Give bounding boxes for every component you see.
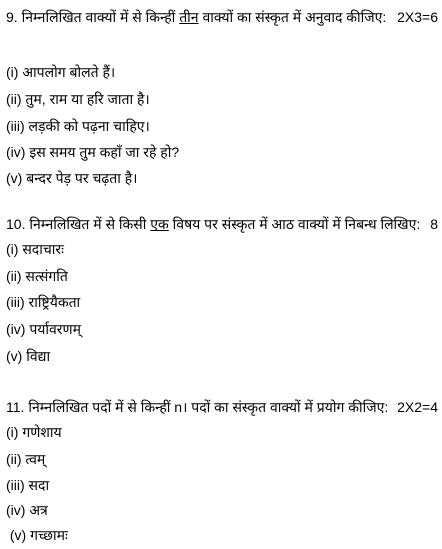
- question-9-item-1: (i) आपलोग बोलते हैं।: [6, 64, 116, 80]
- question-9-item-4: (iv) इस समय तुम कहाँ जा रहे हो?: [6, 144, 180, 160]
- question-10-item-2: (ii) सत्संगति: [6, 268, 68, 284]
- question-10-item-4: (iv) पर्यावरणम्: [6, 321, 82, 337]
- question-10-item-1: (i) सदाचारः: [6, 241, 64, 257]
- question-9-marks: 2X3=6: [397, 9, 438, 25]
- question-10-underlined-word: एक: [150, 216, 169, 232]
- question-11-item-3: (iii) सदा: [6, 477, 50, 493]
- question-9-item-3: (iii) लड़की को पढ़ना चाहिए।: [6, 118, 150, 134]
- question-11-heading: [6, 398, 438, 416]
- question-11-text: 11. निम्नलिखित पदों में से किन्हीं n। पदों का संस्कृत वाक्यों में प्रयोग कीजिए:: [6, 399, 389, 415]
- question-11-item-4: (iv) अत्र: [6, 502, 48, 518]
- question-11-item-1: (i) गणेशाय: [6, 424, 62, 440]
- question-10-item-3: (iii) राष्ट्रियैकता: [6, 294, 81, 310]
- question-11-marks: 2X2=4: [397, 399, 438, 415]
- question-9-underlined-word: तीन: [179, 9, 199, 25]
- question-10-marks: 8: [430, 216, 438, 232]
- question-9-item-2: (ii) तुम, राम या हरि जाता है।: [6, 91, 150, 107]
- question-9-text: 9. निम्नलिखित वाक्यों में से किन्हीं तीन वाक्यों का संस्कृत में अनुवाद कीजिए:: [6, 9, 387, 25]
- question-9-heading: [6, 8, 438, 26]
- question-10-heading: [6, 215, 438, 233]
- question-11-item-2: (ii) त्वम्: [6, 451, 46, 467]
- question-11-item-5: (v) गच्छामः: [6, 527, 68, 543]
- question-9-item-5: (v) बन्दर पेड़ पर चढ़ता है।: [6, 170, 138, 186]
- question-10-text: 10. निम्नलिखित में से किसी एक विषय पर संस्कृत में आठ वाक्यों में निबन्ध लिखिए:: [6, 216, 421, 232]
- question-10-item-5: (v) विद्या: [6, 348, 51, 364]
